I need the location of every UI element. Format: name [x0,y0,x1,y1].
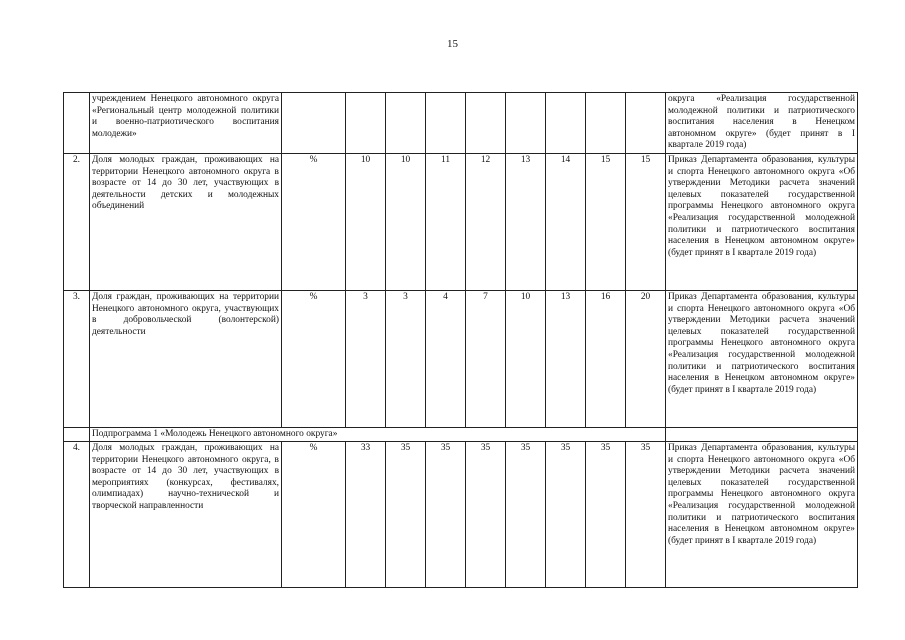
indicator-description: Доля молодых граждан, проживающих на территории Ненецкого автономного округа в возрасте от 14 до 30 лет, участвующих в деятельности детских и молодежных объединений [90,153,282,290]
value-cell: 35 [506,441,546,587]
value-cell [466,93,506,154]
value-cell: 7 [466,290,506,427]
value-cell [506,93,546,154]
indicator-description: Доля граждан, проживающих на территории Ненецкого автономного округа, участвующих в добровольческой (волонтерской) деятельности [90,290,282,427]
unit-cell: % [282,290,346,427]
value-cell: 16 [586,290,626,427]
value-cell: 11 [426,153,466,290]
value-cell: 35 [586,441,626,587]
value-cell [626,93,666,154]
unit-cell [282,93,346,154]
value-cell: 20 [626,290,666,427]
value-cell: 35 [546,441,586,587]
value-cell: 35 [386,441,426,587]
row-number-cell [64,93,90,154]
value-cell: 10 [346,153,386,290]
value-cell: 35 [466,441,506,587]
subprogram-row [64,427,858,441]
value-cell: 15 [586,153,626,290]
basis-cell: округа «Реализация государственной молодежной политики и патриотического воспитания населения в Ненецком автономном округе» (будет принят в I квартале 2019 года) [666,93,858,154]
value-cell: 10 [506,290,546,427]
indicator-description: Доля молодых граждан, проживающих на территории Ненецкого автономного округа, в возрасте от 14 до 30 лет, участвующих в мероприятиях (конкурсах, фестивалях, олимпиадах) научно-технической и творческой направленности [90,441,282,587]
indicators-table [63,92,858,588]
value-cell: 33 [346,441,386,587]
value-cell: 3 [386,290,426,427]
row-number-cell [64,427,90,441]
value-cell: 12 [466,153,506,290]
basis-cell [666,427,858,441]
table-row [64,153,858,290]
subprogram-heading: Подпрограмма 1 «Молодежь Ненецкого автономного округа» [90,427,666,441]
basis-cell: Приказ Департамента образования, культуры и спорта Ненецкого автономного округа «Об утверждении Методики расчета значений целевых показателей государственной программы Ненецкого автономного округа «Реализация государственной молодежной политики и патриотического воспитания населения в Ненецком автономном округе» (будет принят в I квартале 2019 года) [666,441,858,587]
value-cell [586,93,626,154]
value-cell: 15 [626,153,666,290]
page-number: 15 [447,38,458,50]
table-row [64,441,858,587]
unit-cell: % [282,153,346,290]
row-number: 4. [64,441,90,587]
value-cell: 35 [626,441,666,587]
indicator-description: учреждением Ненецкого автономного округа «Региональный центр молодежной политики и военно-патриотического воспитания молодежи» [90,93,282,154]
value-cell: 13 [506,153,546,290]
value-cell: 3 [346,290,386,427]
value-cell [346,93,386,154]
basis-cell: Приказ Департамента образования, культуры и спорта Ненецкого автономного округа «Об утверждении Методики расчета значений целевых показателей государственной программы Ненецкого автономного округа «Реализация государственной молодежной политики и патриотического воспитания населения в Ненецком автономном округе» (будет принят в I квартале 2019 года) [666,153,858,290]
row-number: 3. [64,290,90,427]
value-cell [426,93,466,154]
unit-cell: % [282,441,346,587]
value-cell [546,93,586,154]
value-cell: 4 [426,290,466,427]
value-cell: 35 [426,441,466,587]
value-cell: 10 [386,153,426,290]
value-cell: 13 [546,290,586,427]
table-row [64,290,858,427]
basis-cell: Приказ Департамента образования, культуры и спорта Ненецкого автономного округа «Об утверждении Методики расчета значений целевых показателей государственной программы Ненецкого автономного округа «Реализация государственной молодежной политики и патриотического воспитания населения в Ненецком автономном округе» (будет принят в I квартале 2019 года) [666,290,858,427]
table-row-continuation [64,93,858,154]
row-number: 2. [64,153,90,290]
value-cell [386,93,426,154]
value-cell: 14 [546,153,586,290]
